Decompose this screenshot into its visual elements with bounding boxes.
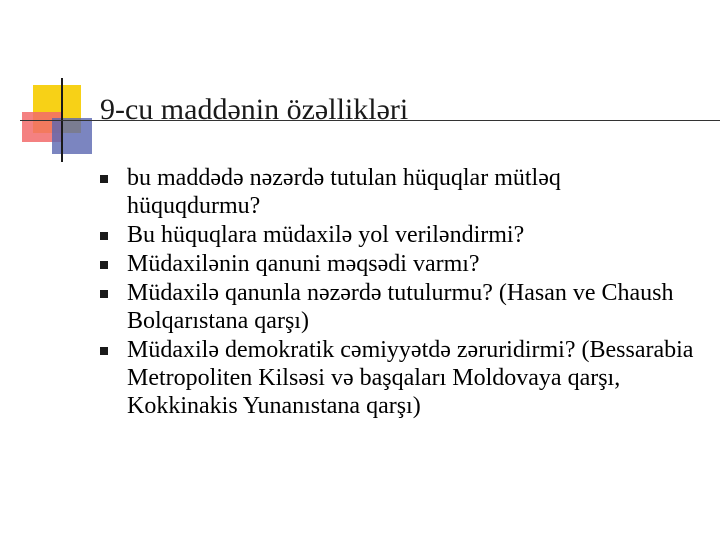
bullet-square-icon [100,290,108,298]
bullet-item [100,279,700,335]
bullet-item [100,250,700,278]
bullet-item [100,336,700,420]
bullet-text: Müdaxilənin qanuni məqsədi varmı? [127,251,480,277]
bullet-text: Bu hüquqlara müdaxilə yol veriləndirmi? [127,222,525,248]
bullet-square-icon [100,347,108,355]
bullet-item [100,221,700,249]
slide-title: 9-cu maddənin özəllikləri [100,93,409,126]
bullet-square-icon [100,232,108,240]
bullet-square-icon [100,175,108,183]
bullet-list [100,164,700,421]
bullet-text: bu maddədə nəzərdə tutulan hüquqlar mütləq hüquqdurmu? [127,165,561,219]
decor-blue-square [52,118,92,154]
bullet-text: Müdaxilə qanunla nəzərdə tutulurmu? (Hasan ve Chaush Bolqarıstana qarşı) [127,280,674,334]
bullet-item [100,164,700,220]
bullet-square-icon [100,261,108,269]
bullet-text: Müdaxilə demokratik cəmiyyətdə zəruridirmi? (Bessarabia Metropoliten Kilsəsi və başqaları Moldovaya qarşı, Kokkinakis Yunanıstana qarşı) [127,337,694,419]
